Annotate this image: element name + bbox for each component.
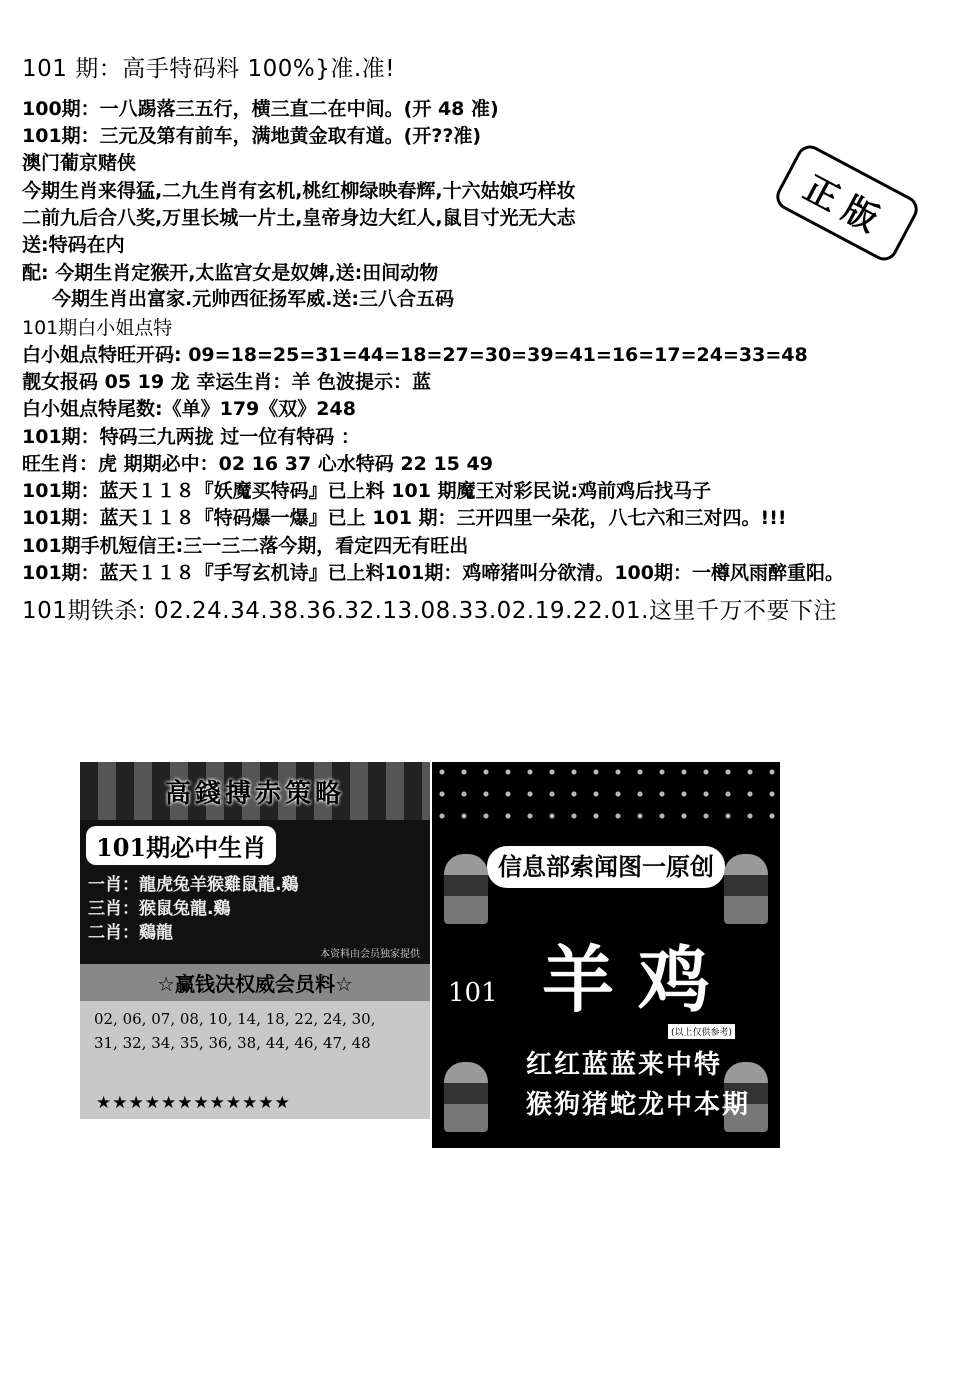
numbers-row-2: 31, 32, 34, 35, 36, 38, 44, 46, 47, 48 — [94, 1034, 371, 1052]
right-panel-banner: 信息部索闻图一原创 — [487, 846, 725, 888]
line-19: 101期铁杀: 02.24.34.38.36.32.13.08.33.02.19.22.01.这里千万不要下注 — [22, 598, 837, 624]
line-12: 白小姐点特尾数:《单》179《双》248 — [22, 398, 356, 420]
line-4: 今期生肖来得猛,二九生肖有玄机,桃红柳绿映春辉,十六姑娘巧样妆 — [22, 180, 576, 202]
line-14: 旺生肖：虎 期期必中：02 16 37 心水特码 22 15 49 — [22, 453, 493, 475]
left-panel-header: 高錢搏赤策略 — [80, 762, 430, 820]
line-6: 送:特码在内 — [22, 234, 125, 256]
line-10: 白小姐点特旺开码: 09=18=25=31=44=18=27=30=39=41=16=17=24=33=48 — [22, 344, 808, 366]
right-panel-period: 101 — [448, 978, 498, 1008]
line-2: 101期：三元及第有前车，满地黄金取有道。(开??准) — [22, 125, 482, 147]
flower-border — [432, 762, 780, 826]
left-ad-panel — [80, 762, 430, 1148]
authentic-stamp: 正版 — [771, 141, 922, 266]
line-8: 今期生肖出富家.元帅西征扬军威.送:三八合五码 — [52, 288, 455, 310]
portrait-icon — [724, 854, 768, 924]
left-panel-band: ☆赢钱决权威会员料☆ — [80, 964, 430, 1001]
line-16: 101期：蓝天１１８『特码爆一爆』已上 101 期：三开四里一朵花，八七六和三对四。!!! — [22, 507, 787, 529]
numbers-row-1: 02, 06, 07, 08, 10, 14, 18, 22, 24, 30, — [94, 1010, 376, 1028]
line-17: 101期手机短信王:三一三二落今期，看定四无有旺出 — [22, 535, 469, 557]
left-panel-blank — [80, 1119, 430, 1148]
portrait-icon — [444, 854, 488, 924]
left-panel-note: 本资料由会员独家提供 — [320, 949, 420, 960]
left-panel-subtitle: 101期必中生肖 — [86, 826, 276, 865]
line-13: 101期：特码三九两拢 过一位有特码 ： — [22, 426, 360, 448]
right-panel-line-1: 红红蓝蓝来中特 — [526, 1050, 723, 1080]
left-panel-numbers — [80, 1001, 430, 1093]
left-panel-row-1: 一肖：龍虎兔羊猴雞鼠龍.鷄 — [88, 875, 299, 895]
line-1: 100期：一八踢落三五行，横三直二在中间。(开 48 准) — [22, 98, 499, 120]
left-panel-row-2: 三肖：猴鼠兔龍.鷄 — [88, 899, 231, 919]
right-ad-panel — [432, 762, 780, 1148]
line-18: 101期：蓝天１１８『手写玄机诗』已上料101期：鸡啼猪叫分欲清。100期：一樽风雨醉重阳。 — [22, 562, 844, 584]
left-panel-stars: ★★★★★★★★★★★★ — [80, 1093, 430, 1119]
portrait-icon — [444, 1062, 488, 1132]
line-15: 101期：蓝天１１８『妖魔买特码』已上料 101 期魔王对彩民说:鸡前鸡后找马子 — [22, 480, 712, 502]
line-3: 澳门葡京赌侠 — [22, 152, 137, 174]
line-0: 101 期：高手特码料 100%}准.准! — [22, 56, 395, 82]
line-11: 靓女报码 05 19 龙 幸运生肖：羊 色波提示：蓝 — [22, 371, 431, 393]
right-panel-note: (以上仅供参考) — [668, 1024, 735, 1039]
line-5: 二前九后合八奖,万里长城一片土,皇帝身边大红人,鼠目寸光无大志 — [22, 207, 576, 229]
right-panel-zodiac: 羊鸡 — [542, 937, 735, 1022]
left-panel-row-3: 二肖：鷄龍 — [88, 923, 173, 943]
right-panel-line-2: 猴狗猪蛇龙中本期 — [526, 1090, 751, 1120]
line-7: 配: 今期生肖定猴开,太监宫女是奴婢,送:田间动物 — [22, 262, 439, 284]
line-9: 101期白小姐点特 — [22, 317, 173, 339]
